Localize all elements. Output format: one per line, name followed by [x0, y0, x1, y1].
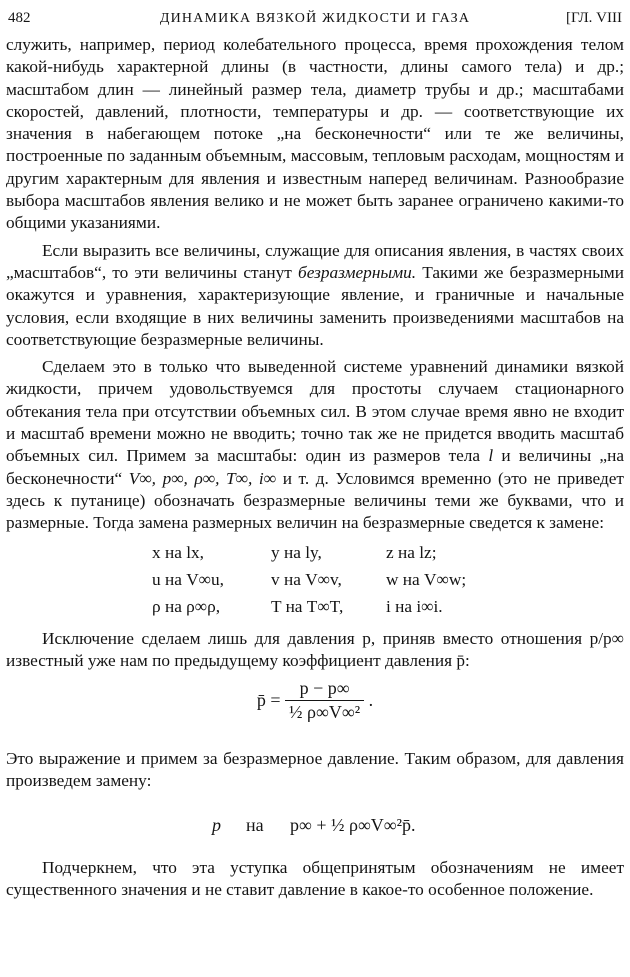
equation-na: на	[246, 814, 264, 835]
substitution-item: i на i∞i.	[386, 596, 443, 616]
substitution-item: T на T∞T,	[271, 596, 344, 616]
substitution-row	[6, 595, 624, 622]
substitution-item: w на V∞w;	[386, 569, 467, 589]
substitution-item: y на ly,	[271, 542, 322, 562]
page-number: 482	[8, 10, 31, 26]
equation-p: p	[212, 814, 221, 835]
fraction-denominator: ½ ρ∞V∞²	[289, 702, 361, 723]
substitution-item: z на lz;	[386, 542, 437, 562]
substitution-row	[6, 568, 624, 595]
page-header	[6, 8, 624, 34]
paragraph-2: Если выразить все величины, служащие для описания явления, в частях своих „масштабов“, то эти величины станут безразмерными. Такими же безразмерными окажутся и уравнения, характеризующие явление, и граничные и начальные условия, если входящие в них величины заменить произведениями масштабов на соответствующие безразмерные величины.	[6, 240, 624, 349]
equation-fraction	[285, 678, 364, 723]
substitution-item: x на lx,	[152, 542, 204, 562]
paragraph-3: Сделаем это в только что выведенной системе уравнений динамики вязкой жидкости, причем удовольствуемся для простоты случаем стационарного обтекания тела при отсутствии объемных сил. В этом случае время явно не входит и масштаб времени можно не вводить; точно так же не придется вводить масштаб объемных сил. Примем за масштабы: один из размеров тела l и величины „на бесконечности“ V∞, p∞, ρ∞, T∞, i∞ и т. д. Условимся временно (это не приведет здесь к путанице) обозначать безразмерные величины теми же буквами, что и размерные. Тогда замена размерных величин на безразмерные сведется к замене:	[6, 357, 625, 533]
paragraph-1: служить, например, период колебательного процесса, время прохождения телом какой-нибудь характерной длины (в частности, длины самого тела) и др.; масштабом длин — линейный размер тела, диаметр трубы и др.; масштабами скоростей, давлений, плотности, температуры и др. — соответствующие их значения в набегающем потоке „на бесконечности“ или те же величины, построенные по заданным объемным, массовым, тепловым расходам, мощностям и другим характерным для явления и известным наперед величинам. Разнообразие выбора масштабов явления велико и не может быть заранее ограничено какими-то общими указаниями.	[6, 35, 624, 233]
equation-rhs: p∞ + ½ ρ∞V∞²p̄.	[290, 814, 416, 835]
running-title: ДИНАМИКА ВЯЗКОЙ ЖИДКОСТИ И ГАЗА	[159, 11, 471, 26]
chapter-label: [ГЛ. VIII	[565, 10, 622, 26]
pressure-substitution-equation	[6, 799, 624, 857]
substitution-table	[6, 541, 624, 622]
emphasis-dimensionless: безразмерными.	[298, 262, 417, 282]
paragraph-4: Исключение сделаем лишь для давления p, приняв вместо отношения p/p∞ известный уже нам по предыдущему коэффициент давления p̄:	[6, 628, 624, 670]
pressure-coefficient-equation: p̄ = $\frac{p - p\infty}{\text{½ ρ∞V∞²}}$ .	[256, 678, 374, 723]
substitution-item: u на V∞u,	[152, 569, 224, 589]
paragraph-6: Подчеркнем, что эта уступка общепринятым обозначениям не имеет существенного значения и не ставит давление в какое-то особенное положение.	[6, 857, 624, 900]
equation-lhs: p̄ =	[256, 690, 281, 711]
fraction-numerator: p − p∞	[285, 678, 364, 701]
paragraph-5: Это выражение и примем за безразмерное давление. Таким образом, для давления произведем замену:	[6, 749, 624, 791]
substitution-item: v на V∞v,	[271, 569, 342, 589]
scale-variables: V∞, p∞, ρ∞, T∞, i∞	[128, 468, 277, 488]
substitution-item: ρ на ρ∞ρ,	[152, 596, 221, 616]
substitution-row	[6, 541, 624, 568]
